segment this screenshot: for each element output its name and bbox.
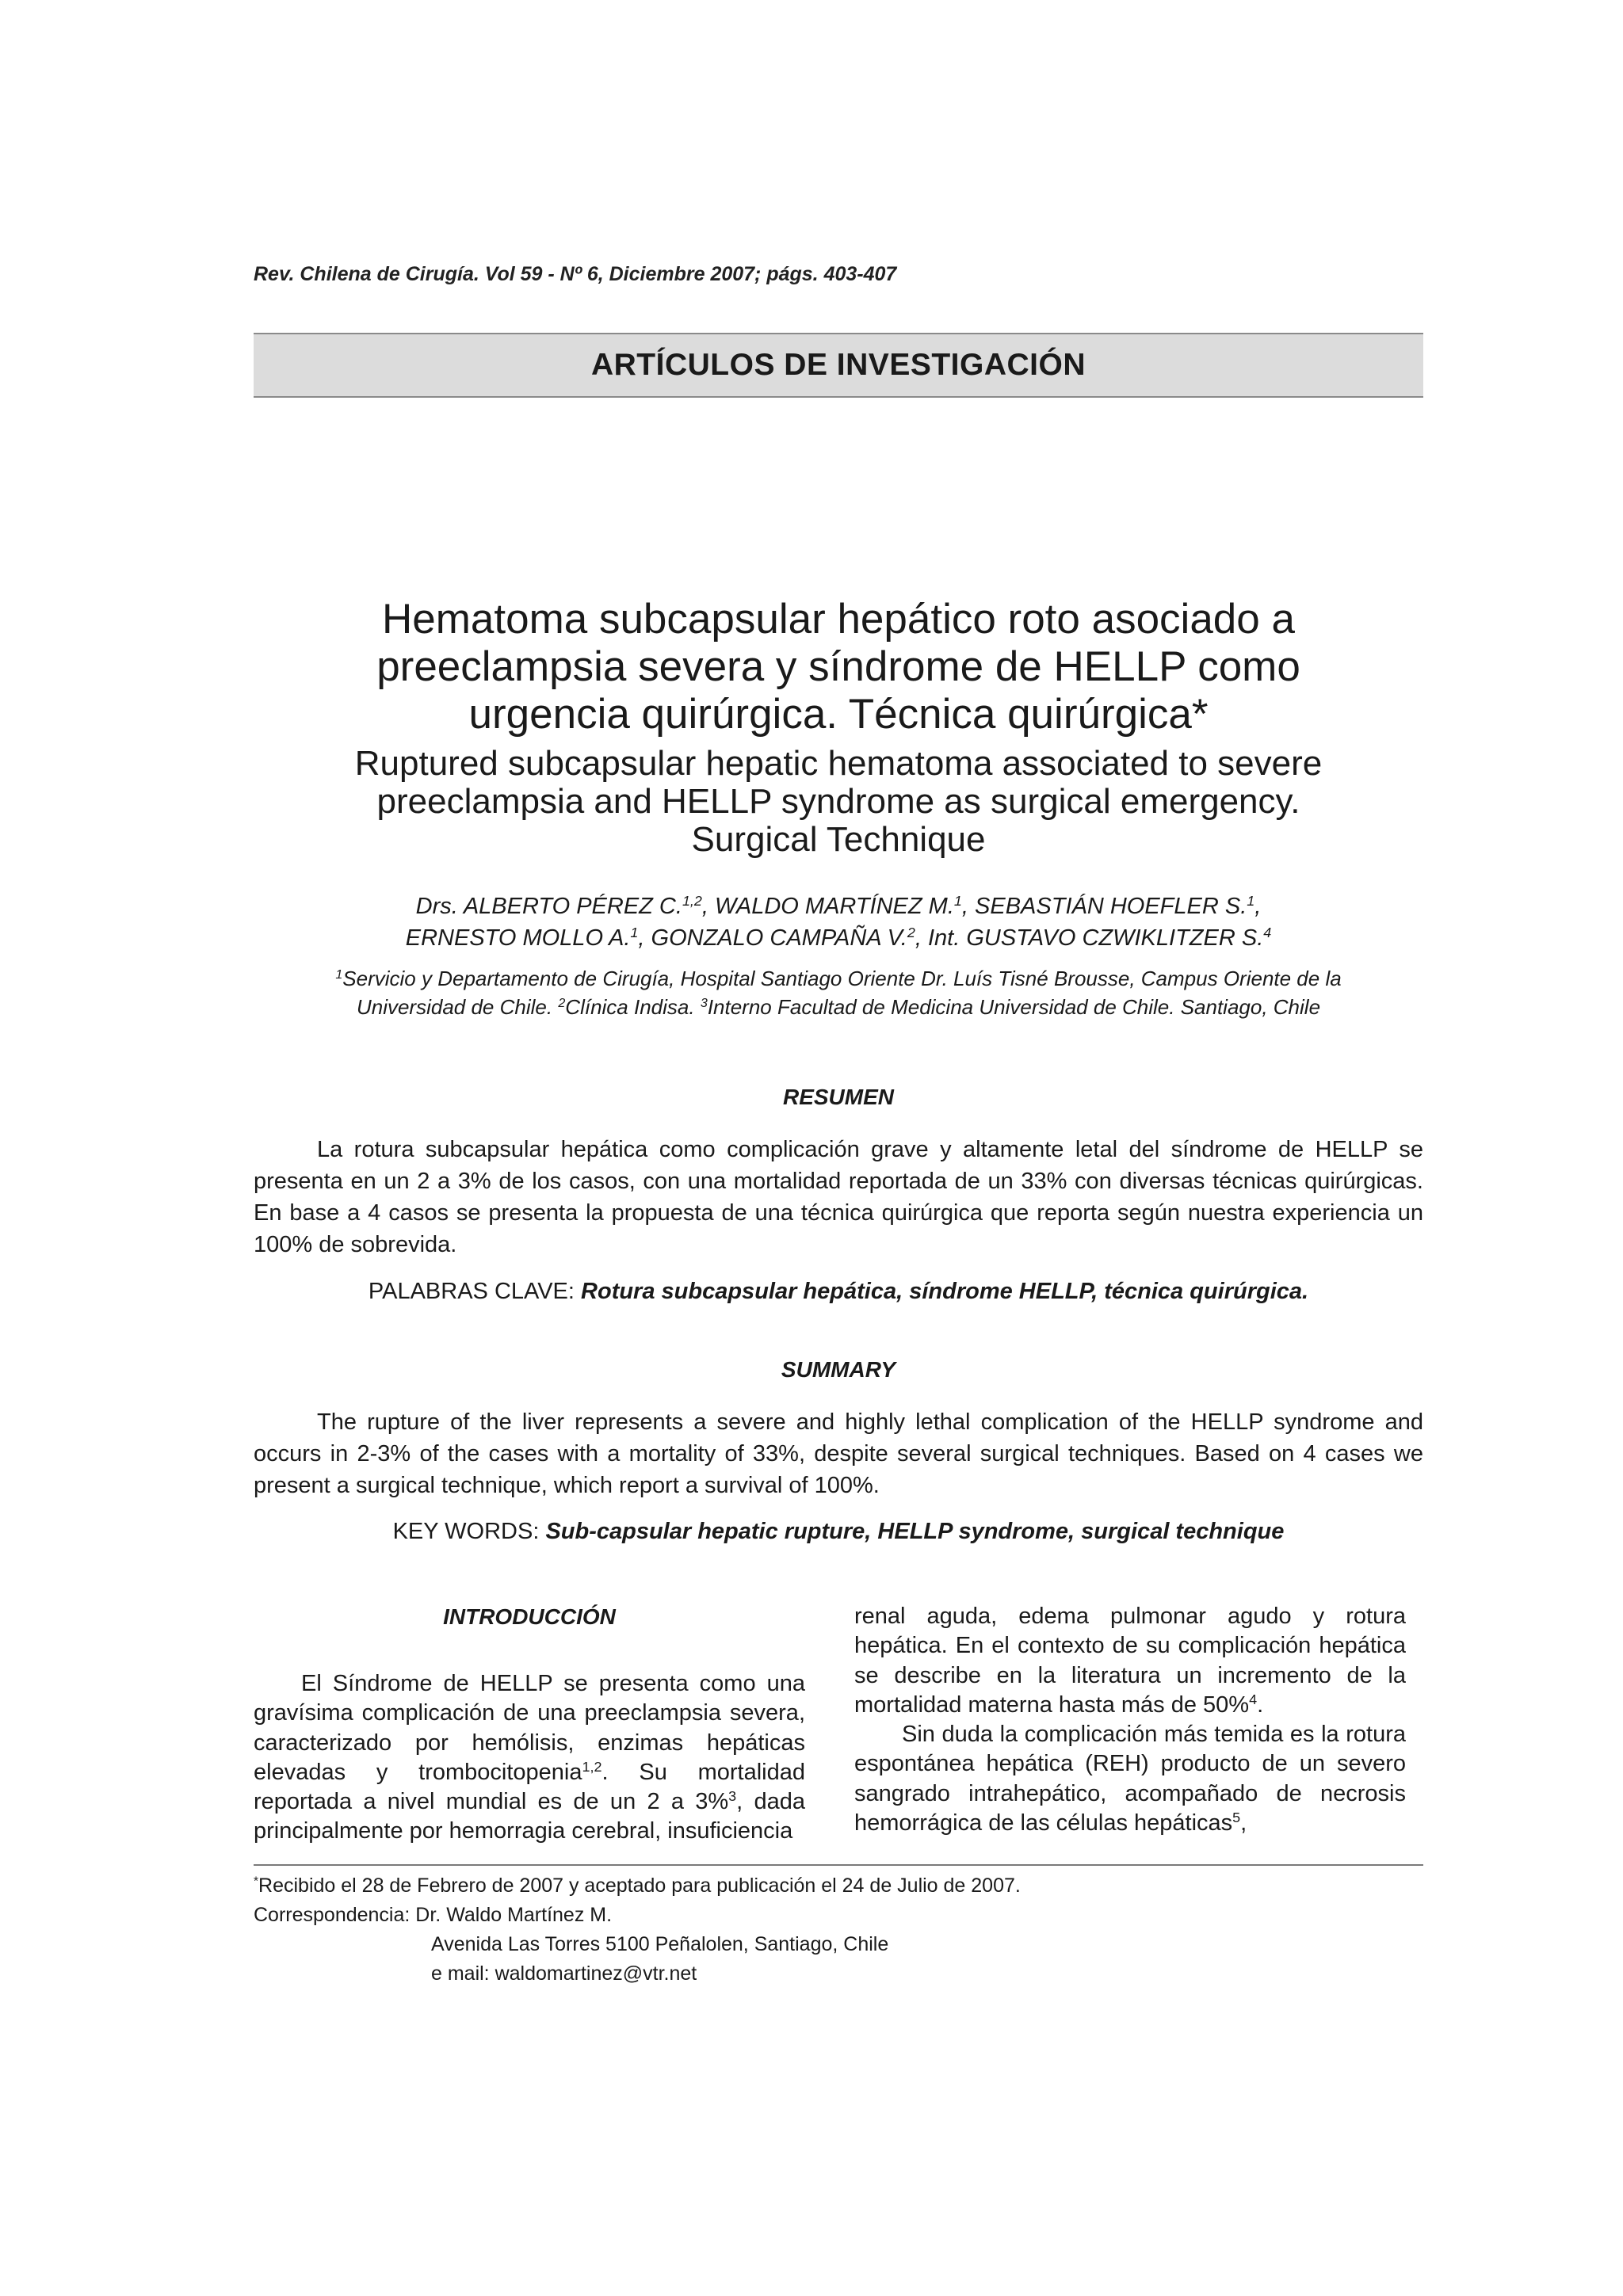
author-name: ERNESTO MOLLO A. — [405, 925, 631, 951]
title-en-line: Ruptured subcapsular hepatic hematoma associated to severe — [354, 744, 1323, 783]
citation: 3 — [728, 1788, 737, 1805]
author-name: GONZALO CAMPAÑA V. — [651, 925, 907, 951]
author-list — [238, 891, 1439, 954]
affiliation-line: $^1$Servicio y Departamento de Cirugía, Hospital Santiago Oriente Dr. Luís Tisné Brousse, Campus Oriente de la — [335, 967, 1342, 990]
intro-heading: INTRODUCCIÓN — [443, 1604, 616, 1629]
author-line: ERNESTO MOLLO A.$^1$, GONZALO CAMPAÑA V.$^2$, Int. GUSTAVO CZWIKLITZER S.$^4$ — [405, 925, 1272, 951]
author-affiliation: 1,2 — [682, 893, 702, 910]
author-prefix: Drs. — [415, 894, 458, 919]
title-es-line: urgencia quirúrgica. Técnica quirúrgica* — [468, 691, 1209, 738]
title-en-line: Surgical Technique — [691, 820, 986, 859]
author-affiliation: 4 — [1263, 925, 1272, 941]
section-banner — [254, 333, 1423, 398]
citation: 5 — [1232, 1810, 1241, 1826]
footnote-email[interactable]: e mail: waldomartinez@vtr.net — [431, 1962, 697, 1985]
keywords-label: PALABRAS CLAVE: — [368, 1279, 575, 1304]
footnote-received: *Recibido el 28 de Febrero de 2007 y aceptado para publicación el 24 de Julio de 2007. — [254, 1875, 1021, 1897]
keywords-label: KEY WORDS: — [392, 1519, 540, 1544]
keywords-text: Rotura subcapsular hepática, síndrome HELLP, técnica quirúrgica. — [581, 1279, 1309, 1304]
summary-text: The rupture of the liver represents a severe and highly lethal complication of the HELLP syndrome and occurs in 2-3% of the cases with a mortality of 33%, despite several surgical techniques. Based on 4 cases we present a surgical technique, which report a survival of 100%. — [254, 1409, 1423, 1498]
author-name: Int. GUSTAVO CZWIKLITZER S. — [928, 925, 1264, 951]
title-es-line: preeclampsia severa y síndrome de HELLP como — [376, 643, 1300, 690]
author-name: SEBASTIÁN HOEFLER S. — [975, 894, 1247, 919]
key-words — [254, 1519, 1423, 1545]
author-affiliation: 1 — [1247, 893, 1255, 910]
author-affiliation: 1 — [953, 893, 962, 910]
author-name: ALBERTO PÉREZ C. — [463, 894, 682, 919]
section-label: ARTÍCULOS DE INVESTIGACIÓN — [590, 348, 1086, 382]
author-affiliation: 2 — [907, 925, 915, 941]
intro-paragraph: El Síndrome de HELLP se presenta como una gravísima complicación de una preeclampsia severa, caracterizado por hemólisis, enzimas hepáticas elevadas y trombocitopenia$^{1,2}$. Su mortalidad reportada a nivel mundial es de un 2 a 3%$^3$, dada principalmente por hemorragia cerebral, insuficiencia — [254, 1671, 806, 1844]
resumen-text: La rotura subcapsular hepática como complicación grave y altamente letal del síndrome de HELLP se presenta en un 2 a 3% de los casos, con una mortalidad reportada de un 33% con diversas técnicas quirúrgicas. En base a 4 casos se presenta la propuesta de una técnica quirúrgica que reporta según nuestra experiencia un 100% de sobrevida. — [254, 1137, 1423, 1257]
author-affiliation: 1 — [630, 925, 639, 941]
footnote-divider — [254, 1864, 1423, 1866]
author-line: Drs. ALBERTO PÉREZ C.$^{1,2}$, WALDO MARTÍNEZ M.$^1$, SEBASTIÁN HOEFLER S.$^1$, — [415, 893, 1262, 919]
title-english — [238, 745, 1439, 859]
footnotes — [254, 1871, 1423, 1989]
footnote-address: Avenida Las Torres 5100 Peñalolen, Santiago, Chile — [431, 1933, 889, 1955]
resumen-heading: RESUMEN — [782, 1085, 894, 1109]
intro-paragraph-cont: renal aguda, edema pulmonar agudo y rotura hepática. En el contexto de su complicación hepática se describe en la literatura un incremento de la mortalidad materna hasta más de 50%$^4$. — [854, 1604, 1406, 1718]
citation: 4 — [1249, 1691, 1258, 1708]
summary-heading: SUMMARY — [781, 1357, 896, 1382]
title-es-line: Hematoma subcapsular hepático roto asociado a — [382, 596, 1295, 643]
body-column-left — [254, 1602, 805, 1847]
body-column-right — [854, 1602, 1406, 1838]
intro-paragraph: Sin duda la complicación más temida es la rotura espontánea hepática (REH) producto de un severo sangrado intrahepático, acompañado de necrosis hemorrágica de las células hepáticas$^5$, — [854, 1722, 1406, 1836]
citation: 1,2 — [582, 1759, 602, 1775]
author-name: WALDO MARTÍNEZ M. — [715, 894, 954, 919]
title-en-line: preeclampsia and HELLP syndrome as surgical emergency. — [376, 782, 1300, 821]
journal-reference: Rev. Chilena de Cirugía. Vol 59 - Nº 6, Diciembre 2007; págs. 403-407 — [254, 263, 897, 285]
keywords-text: Sub-capsular hepatic rupture, HELLP syndrome, surgical technique — [545, 1519, 1285, 1544]
affiliations — [238, 964, 1439, 1021]
footnote-correspondence: Correspondencia: Dr. Waldo Martínez M. — [254, 1904, 613, 1926]
affiliation-line: Universidad de Chile. $^2$Clínica Indisa. $^3$Interno Facultad de Medicina Universidad de Chile. Santiago, Chile — [356, 995, 1321, 1019]
title-spanish — [238, 596, 1439, 738]
palabras-clave — [254, 1279, 1423, 1305]
